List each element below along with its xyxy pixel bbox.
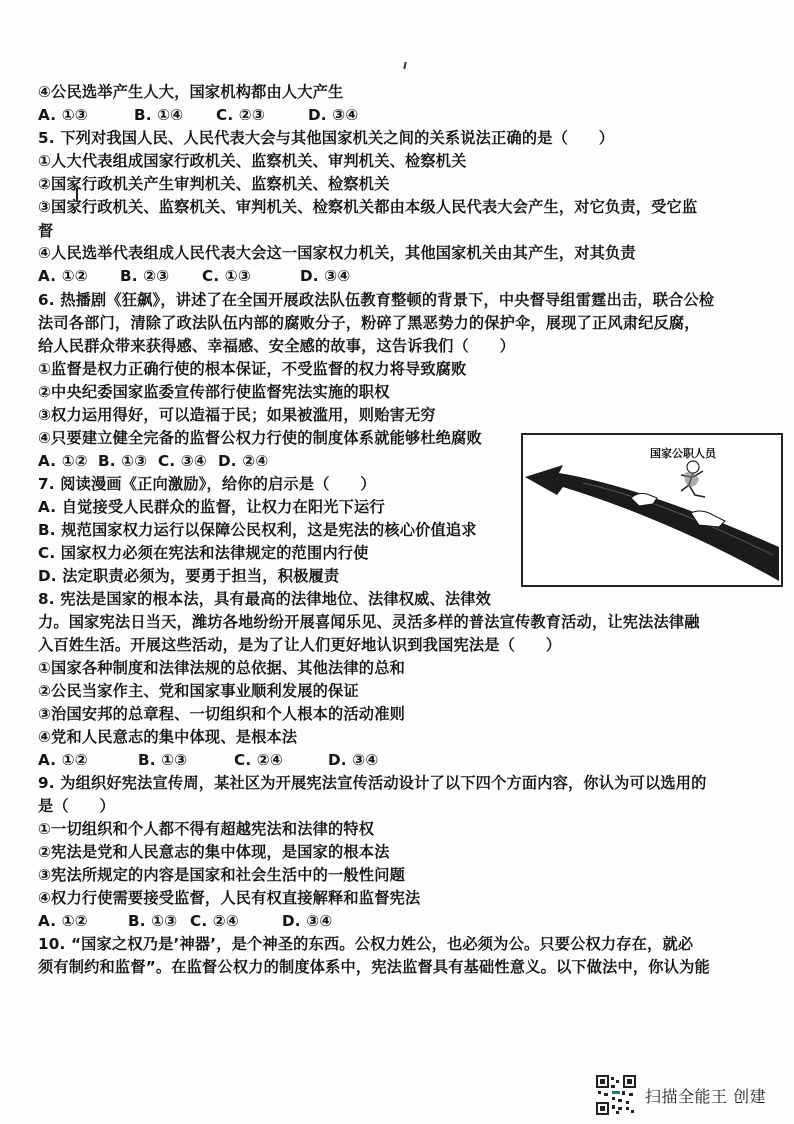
text-line: C. 国家权力必须在宪法和法律规定的范围内行使 <box>38 544 369 562</box>
text-line: 7. 阅读漫画《正向激励》，给你的启示是（ ） <box>38 475 376 493</box>
text-line: ④权力行使需要接受监督，人民有权直接解释和监督宪法 <box>38 889 421 907</box>
text-line: ①人大代表组成国家行政机关、监察机关、审判机关、检察机关 <box>38 152 467 170</box>
text-line: 10. “国家之权乃是’神器’，是个神圣的东西。公权力姓公，也必须为公。只要公权力存在，就必 <box>38 935 694 953</box>
text-line: 8. 宪法是国家的根本法，具有最高的法律地位、法律权威、法律效 <box>38 590 492 608</box>
text-line: ④公民选举产生人大，国家机构都由人大产生 <box>38 83 344 101</box>
answer-option: D. ③④ <box>308 106 359 124</box>
answer-option: D. ③④ <box>328 751 379 769</box>
scanner-watermark <box>596 1075 766 1115</box>
answer-option: B. ②③ <box>120 267 170 285</box>
cartoon-positive-incentive <box>521 433 783 587</box>
answer-option: B. ①③ <box>128 912 178 930</box>
answer-option: B. ①③ <box>98 452 148 470</box>
text-line: ④党和人民意志的集中体现、是根本法 <box>38 728 298 746</box>
text-line: 5. 下列对我国人民、人民代表大会与其他国家机关之间的关系说法正确的是（ ） <box>38 129 615 147</box>
text-line: ②国家行政机关产生审判机关、监察机关、检察机关 <box>38 175 390 193</box>
text-line: ④人民选举代表组成人民代表大会这一国家权力机关，其他国家机关由其产生，对其负责 <box>38 244 636 262</box>
answer-option: A. ①② <box>38 751 88 769</box>
answer-option: B. ①④ <box>134 106 184 124</box>
answer-option: C. ②③ <box>216 106 265 124</box>
text-line: ④只要建立健全完备的监督公权力行使的制度体系就能够杜绝腐败 <box>38 429 482 447</box>
text-line: D. 法定职责必须为，要勇于担当，积极履责 <box>38 567 340 585</box>
answer-option: A. ①② <box>38 267 88 285</box>
text-line: ①一切组织和个人都不得有超越宪法和法律的特权 <box>38 820 375 838</box>
answer-option: D. ②④ <box>218 452 269 470</box>
text-line: ①国家各种制度和法律法规的总依据、其他法律的总和 <box>38 659 405 677</box>
text-line: ③治国安邦的总章程、一切组织和个人根本的活动准则 <box>38 705 405 723</box>
answer-option: D. ③④ <box>282 912 333 930</box>
answer-option: A. ①② <box>38 452 88 470</box>
text-line: ①监督是权力正确行使的根本保证，不受监督的权力将导致腐败 <box>38 360 467 378</box>
text-line: ③国家行政机关、监察机关、审判机关、检察机关都由本级人民代表大会产生，对它负责，受它监 <box>38 198 698 216</box>
text-line: 6. 热播剧《狂飙》，讲述了在全国开展政法队伍教育整顿的背景下，中央督导组雷霆出击，联合公检 <box>38 291 715 309</box>
answer-option: C. ②④ <box>234 751 283 769</box>
answer-option: C. ③④ <box>158 452 207 470</box>
text-line: ②中央纪委国家监委宣传部行使监督宪法实施的职权 <box>38 383 390 401</box>
text-line: 给人民群众带来获得感、幸福感、安全感的故事，这告诉我们（ ） <box>38 337 516 355</box>
text-line: 法司各部门，清除了政法队伍内部的腐败分子，粉碎了黑恶势力的保护伞，展现了正风肃纪反腐， <box>38 314 700 332</box>
text-line: 督 <box>38 222 54 240</box>
text-line: 须有制约和监督”。在监督公权力的制度体系中，宪法监督具有基础性意义。以下做法中，你认为能 <box>38 958 710 976</box>
text-line: A. 自觉接受人民群众的监督，让权力在阳光下运行 <box>38 498 385 516</box>
answer-option: D. ③④ <box>300 267 351 285</box>
text-line: 是（ ） <box>38 797 115 815</box>
cartoon-label-civil-servants: 国家公职人员 <box>650 447 716 460</box>
text-line: 9. 为组织好宪法宣传周，某社区为开展宪法宣传活动设计了以下四个方面内容，你认为可以选用的 <box>38 774 707 792</box>
text-line: ③宪法所规定的内容是国家和社会生活中的一般性问题 <box>38 866 405 884</box>
text-line: ③权力运用得好，可以造福于民；如果被滥用，则贻害无穷 <box>38 406 436 424</box>
text-line: ②宪法是党和人民意志的集中体现，是国家的根本法 <box>38 843 390 861</box>
scanner-credit-text: 扫描全能王 创建 <box>645 1086 767 1106</box>
text-line: ②公民当家作主、党和国家事业顺利发展的保证 <box>38 682 359 700</box>
text-line: B. 规范国家权力运行以保障公民权利，这是宪法的核心价值追求 <box>38 521 477 539</box>
answer-option: C. ②④ <box>190 912 239 930</box>
text-line: 入百姓生活。开展这些活动，是为了让人们更好地认识到我国宪法是（ ） <box>38 636 562 654</box>
answer-option: A. ①② <box>38 912 88 930</box>
answer-option: C. ①③ <box>202 267 251 285</box>
text-line: 力。国家宪法日当天，潍坊各地纷纷开展喜闻乐见、灵活多样的普法宣传教育活动，让宪法法律融 <box>38 613 700 631</box>
answer-option: B. ①③ <box>138 751 188 769</box>
qr-code-icon <box>596 1075 636 1115</box>
scan-speck <box>403 62 406 69</box>
answer-option: A. ①③ <box>38 106 88 124</box>
